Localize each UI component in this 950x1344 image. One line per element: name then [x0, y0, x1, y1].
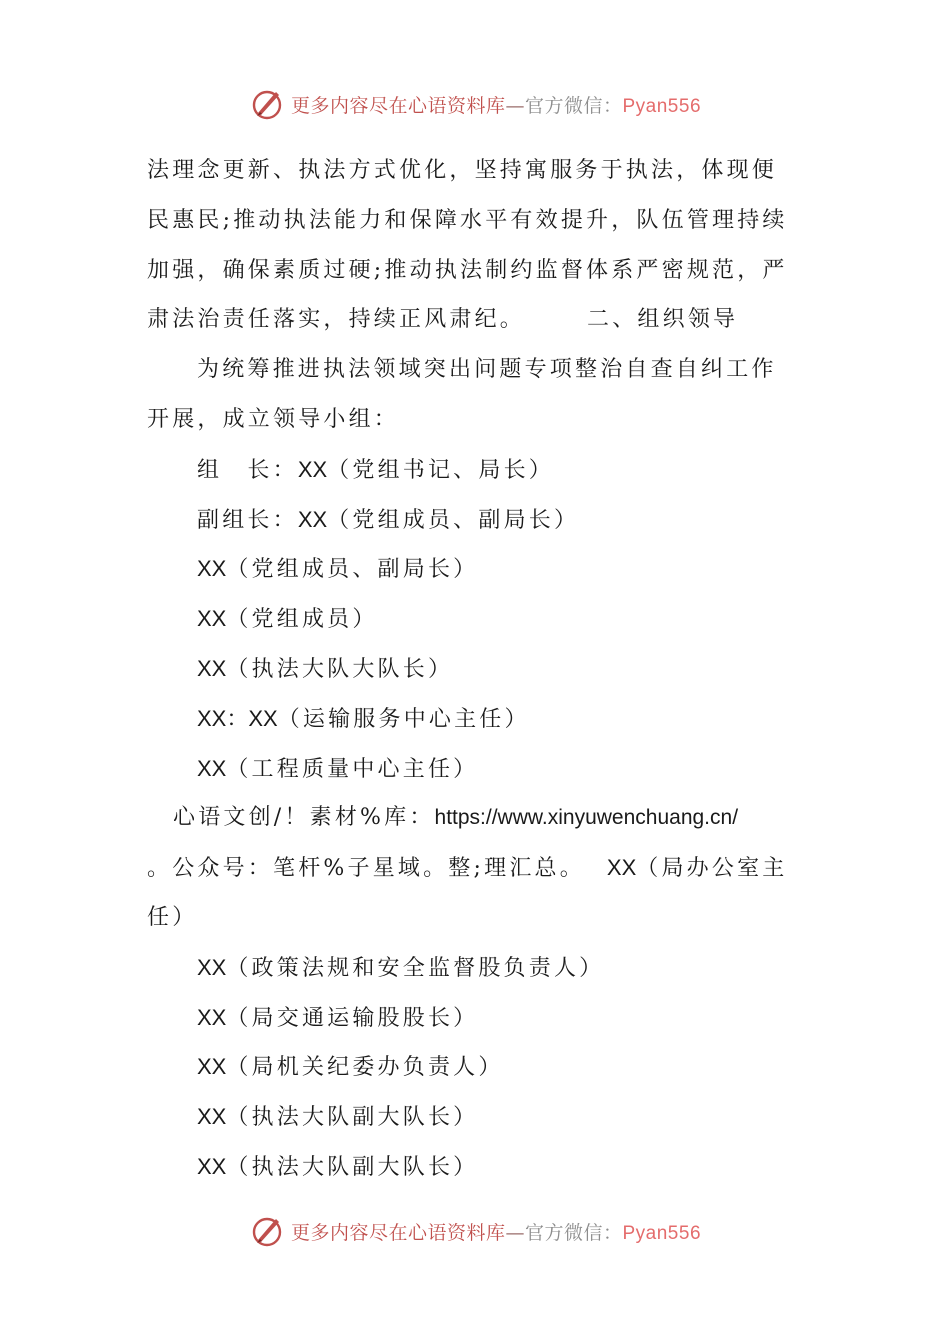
footer-banner-text: 更多内容尽在心语资料库—官方微信：Pyan556: [290, 1221, 702, 1244]
quill-pen-logo-icon: [249, 86, 285, 122]
paragraph-line: 任）: [147, 904, 198, 930]
paragraph-line: 肃法治责任落实，持续正风肃纪。 二、组织领导: [147, 307, 739, 333]
section-heading: 二、组织领导: [587, 307, 739, 333]
member-line: XX（执法大队大队长）: [197, 655, 454, 682]
member-line: XX（执法大队副大队长）: [197, 1153, 479, 1180]
member-line: XX（局机关纪委办负责人）: [197, 1054, 504, 1081]
document-body: [147, 146, 807, 1192]
member-line: XX（党组成员、副局长）: [197, 556, 479, 583]
paragraph-line: 为统筹推进执法领域突出问题专项整治自查自纠工作: [197, 357, 777, 383]
watermark-line: 。公众号：笔杆%子星域。整;理汇总。 XX（局办公室主: [147, 855, 788, 882]
member-line: XX（执法大队副大队长）: [197, 1104, 479, 1131]
paragraph-line: 加强，确保素质过硬;推动执法制约监督体系严密规范，严: [147, 257, 788, 283]
paragraph-line: 民惠民;推动执法能力和保障水平有效提升，队伍管理持续: [147, 207, 788, 233]
header-banner: [0, 82, 950, 126]
watermark-line: 心语文创/！素材%库：https://www.xinyuwenchuang.cn/: [173, 805, 739, 831]
member-line: XX（工程质量中心主任）: [197, 755, 479, 782]
footer-banner: [0, 1209, 950, 1253]
member-line-deputy: 副组长：XX（党组成员、副局长）: [197, 506, 580, 533]
member-line: XX（政策法规和安全监督股负责人）: [197, 954, 605, 981]
member-line: XX（局交通运输股股长）: [197, 1004, 479, 1031]
member-line: XX：XX（运输服务中心主任）: [197, 705, 530, 732]
member-line-leader: 组 长：XX（党组书记、局长）: [197, 456, 554, 483]
paragraph-line: 开展，成立领导小组：: [147, 406, 400, 432]
quill-pen-logo-icon: [249, 1213, 285, 1249]
member-line: XX（党组成员）: [197, 606, 378, 633]
source-url: https://www.xinyuwenchuang.cn/: [434, 806, 739, 830]
header-banner-text: 更多内容尽在心语资料库—官方微信：Pyan556: [290, 94, 702, 117]
paragraph-line: 法理念更新、执法方式优化，坚持寓服务于执法，体现便: [147, 158, 778, 183]
